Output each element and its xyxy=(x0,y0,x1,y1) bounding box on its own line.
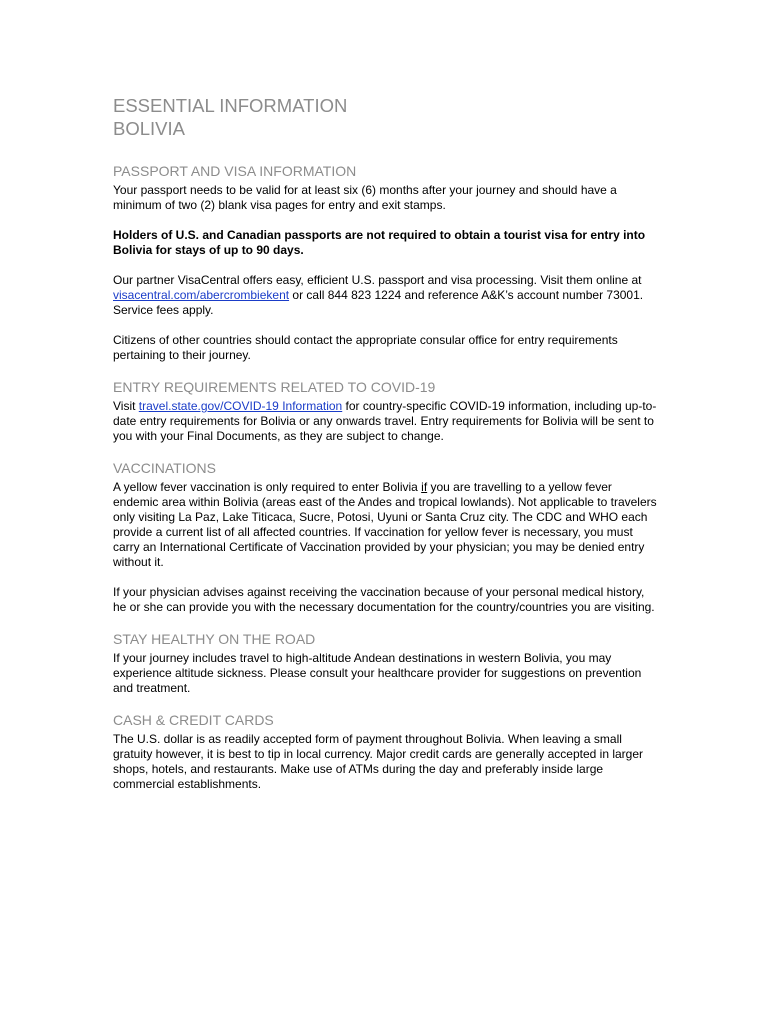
health-section xyxy=(113,631,658,696)
vaccinations-p1-text-before: A yellow fever vaccination is only required to enter Bolivia xyxy=(113,480,422,494)
cash-section xyxy=(113,712,658,792)
cash-paragraph-1: The U.S. dollar is as readily accepted form of payment throughout Bolivia. When leaving a small gratuity however, it is best to tip in local currency. Major credit cards are generally accepted in larger shops, hotels, and restaurants. Make use of ATMs during the day and preferably inside large commercial establishments. xyxy=(113,732,644,791)
health-paragraph-1: If your journey includes travel to high-altitude Andean destinations in western Bolivia, you may experience altitude sickness. Please consult your healthcare provider for suggestions on prevention and treatment. xyxy=(113,651,642,695)
passport-paragraph-1: Your passport needs to be valid for at least six (6) months after your journey and should have a minimum of two (2) blank visa pages for entry and exit stamps. xyxy=(113,183,617,212)
travel-state-gov-link[interactable]: travel.state.gov/COVID-19 Information xyxy=(138,399,343,413)
passport-section xyxy=(113,163,658,363)
page-title xyxy=(113,94,658,140)
title-line-1: ESSENTIAL INFORMATION xyxy=(113,95,348,116)
covid-section xyxy=(113,379,658,444)
visacentral-link[interactable]: visacentral.com/abercrombiekent xyxy=(113,288,290,302)
vaccinations-heading: VACCINATIONS xyxy=(113,460,216,476)
cash-heading: CASH & CREDIT CARDS xyxy=(113,712,274,728)
vaccinations-paragraph-1 xyxy=(113,480,658,570)
covid-p1-text-before: Visit xyxy=(113,399,139,413)
passport-paragraph-2: Holders of U.S. and Canadian passports are not required to obtain a tourist visa for entry into Bolivia for stays of up to 90 days. xyxy=(113,228,646,257)
vaccinations-p1-text-after: you are travelling to a yellow fever endemic area within Bolivia (areas east of the Andes and tropical lowlands). Not applicable to travelers only visiting La Paz, Lake Titicaca, Sucre, Potosi, Uyuni or Santa Cruz city. The CDC and WHO each provide a current list of all affected countries. If vaccination for yellow fever is necessary, you must carry an International Certificate of Vaccination provided by your physician; you may be denied entry without it. xyxy=(113,480,657,569)
passport-paragraph-3 xyxy=(113,273,658,318)
title-line-2: BOLIVIA xyxy=(113,118,185,139)
health-heading: STAY HEALTHY ON THE ROAD xyxy=(113,631,316,647)
vaccinations-section xyxy=(113,460,658,615)
covid-p1-text-after: for country-specific COVID-19 information, including up-to-date entry requirements for Bolivia or any onwards travel. Entry requirements for Bolivia will be sent to you with your Final Documents, as they are subject to change. xyxy=(113,399,657,443)
passport-p3-text-before: Our partner VisaCentral offers easy, efficient U.S. passport and visa processing. Visit them online at xyxy=(113,273,642,287)
passport-paragraph-4: Citizens of other countries should contact the appropriate consular office for entry requirements pertaining to their journey. xyxy=(113,333,618,362)
document-page xyxy=(113,94,658,792)
passport-heading: PASSPORT AND VISA INFORMATION xyxy=(113,163,357,179)
passport-p3-text-after: or call 844 823 1224 and reference A&K’s account number 73001. Service fees apply. xyxy=(113,288,644,317)
vaccinations-p1-underlined-if: if xyxy=(421,480,428,494)
covid-heading: ENTRY REQUIREMENTS RELATED TO COVID-19 xyxy=(113,379,436,395)
vaccinations-paragraph-2: If your physician advises against receiving the vaccination because of your personal medical history, he or she can provide you with the necessary documentation for the country/countries you are visiting. xyxy=(113,585,655,614)
covid-paragraph-1 xyxy=(113,399,658,444)
